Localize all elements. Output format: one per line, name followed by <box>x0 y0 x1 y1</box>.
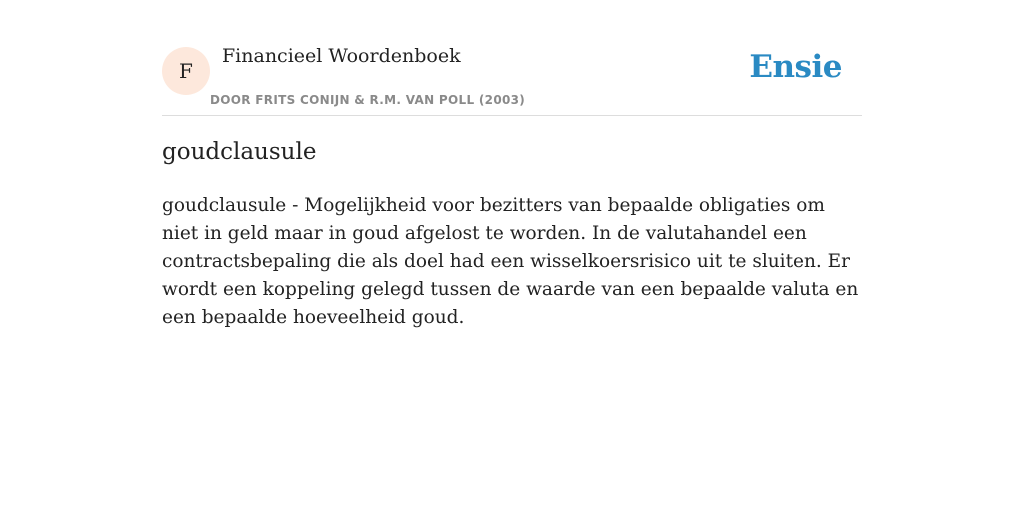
dictionary-byline: DOOR FRITS CONIJN & R.M. VAN POLL (2003) <box>210 93 526 107</box>
entry-term: goudclausule <box>162 139 317 165</box>
page <box>162 0 862 328</box>
avatar[interactable]: F <box>162 47 210 95</box>
header <box>162 0 862 116</box>
dictionary-title[interactable]: Financieel Woordenboek <box>222 45 461 67</box>
entry-definition: goudclausule - Mogelijkheid voor bezitters van bepaalde obligaties om niet in geld maar in goud afgelost te worden. In de valutahandel een contractsbepaling die als doel had een wisselkoersrisico uit te sluiten. Er wordt een koppeling gelegd tussen de waarde van een bepaalde valuta en een bepaalde hoeveelheid goud. <box>162 195 859 328</box>
brand-logo[interactable]: Ensie <box>749 49 842 85</box>
